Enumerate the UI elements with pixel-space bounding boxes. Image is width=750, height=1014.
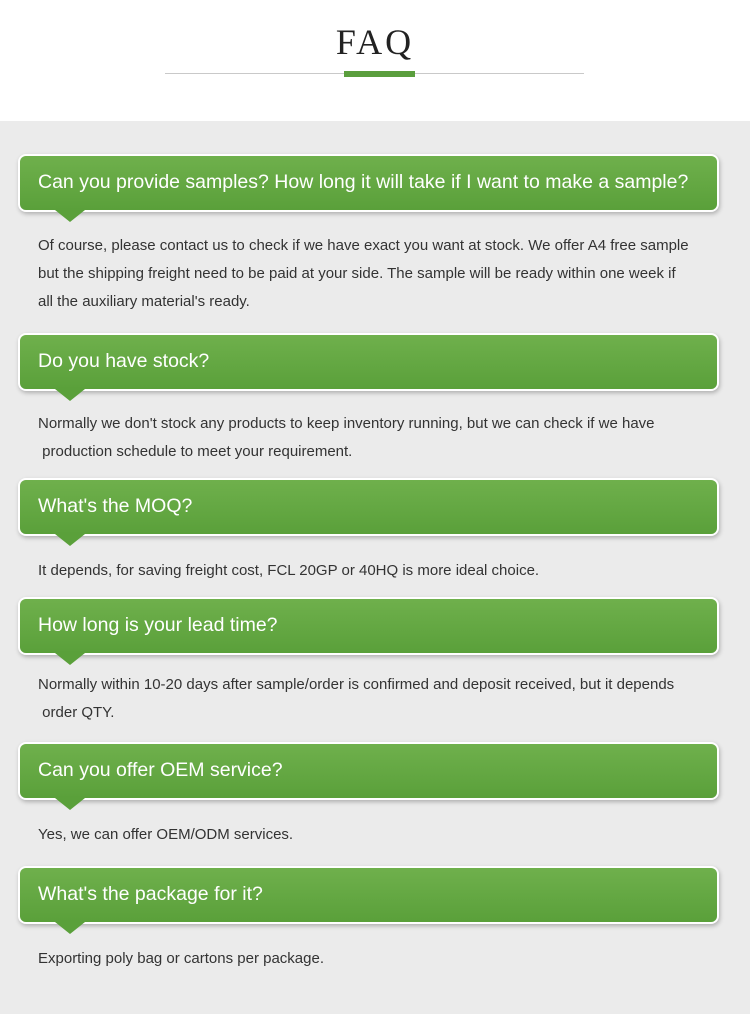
answer-line: Normally within 10-20 days after sample/order is confirmed and deposit received, but it depends — [38, 676, 675, 693]
faq-question-4 — [20, 599, 717, 653]
question-text: Do you have stock? — [38, 350, 210, 372]
faq-answer-4 — [38, 671, 743, 727]
question-text: What's the MOQ? — [38, 495, 193, 517]
faq-answer-1 — [38, 232, 743, 316]
question-text: How long is your lead time? — [38, 614, 278, 636]
answer-line: Normally we don't stock any products to keep inventory running, but we can check if we have — [38, 415, 655, 432]
faq-question-6 — [20, 868, 717, 922]
faq-header — [0, 0, 750, 121]
faq-content — [0, 121, 750, 1014]
answer-line: Exporting poly bag or cartons per package. — [38, 950, 325, 967]
answer-line: Yes, we can offer OEM/ODM services. — [38, 826, 294, 843]
page-title: FAQ — [335, 22, 415, 62]
title-accent-bar — [344, 71, 415, 77]
speech-pointer — [55, 922, 85, 934]
faq-question-1 — [20, 156, 717, 210]
faq-answer-3 — [38, 557, 743, 585]
answer-line: all the auxiliary material's ready. — [38, 293, 250, 310]
faq-question-5 — [20, 744, 717, 798]
speech-pointer — [55, 534, 85, 546]
answer-line: order QTY. — [38, 704, 115, 721]
faq-question-2 — [20, 335, 717, 389]
answer-line: but the shipping freight need to be paid at your side. The sample will be ready within one week if — [38, 265, 676, 282]
speech-pointer — [55, 210, 85, 222]
answer-line: production schedule to meet your requirement. — [38, 443, 353, 460]
question-text: Can you provide samples? How long it will take if I want to make a sample? — [38, 171, 689, 193]
faq-answer-6 — [38, 945, 743, 973]
answer-line: It depends, for saving freight cost, FCL 20GP or 40HQ is more ideal choice. — [38, 562, 540, 579]
faq-answer-2 — [38, 410, 743, 466]
faq-question-3 — [20, 480, 717, 534]
question-text: What's the package for it? — [38, 883, 263, 905]
faq-answer-5 — [38, 821, 743, 849]
question-text: Can you offer OEM service? — [38, 759, 283, 781]
answer-line: Of course, please contact us to check if we have exact you want at stock. We offer A4 free sample — [38, 237, 689, 254]
speech-pointer — [55, 798, 85, 810]
speech-pointer — [55, 653, 85, 665]
speech-pointer — [55, 389, 85, 401]
